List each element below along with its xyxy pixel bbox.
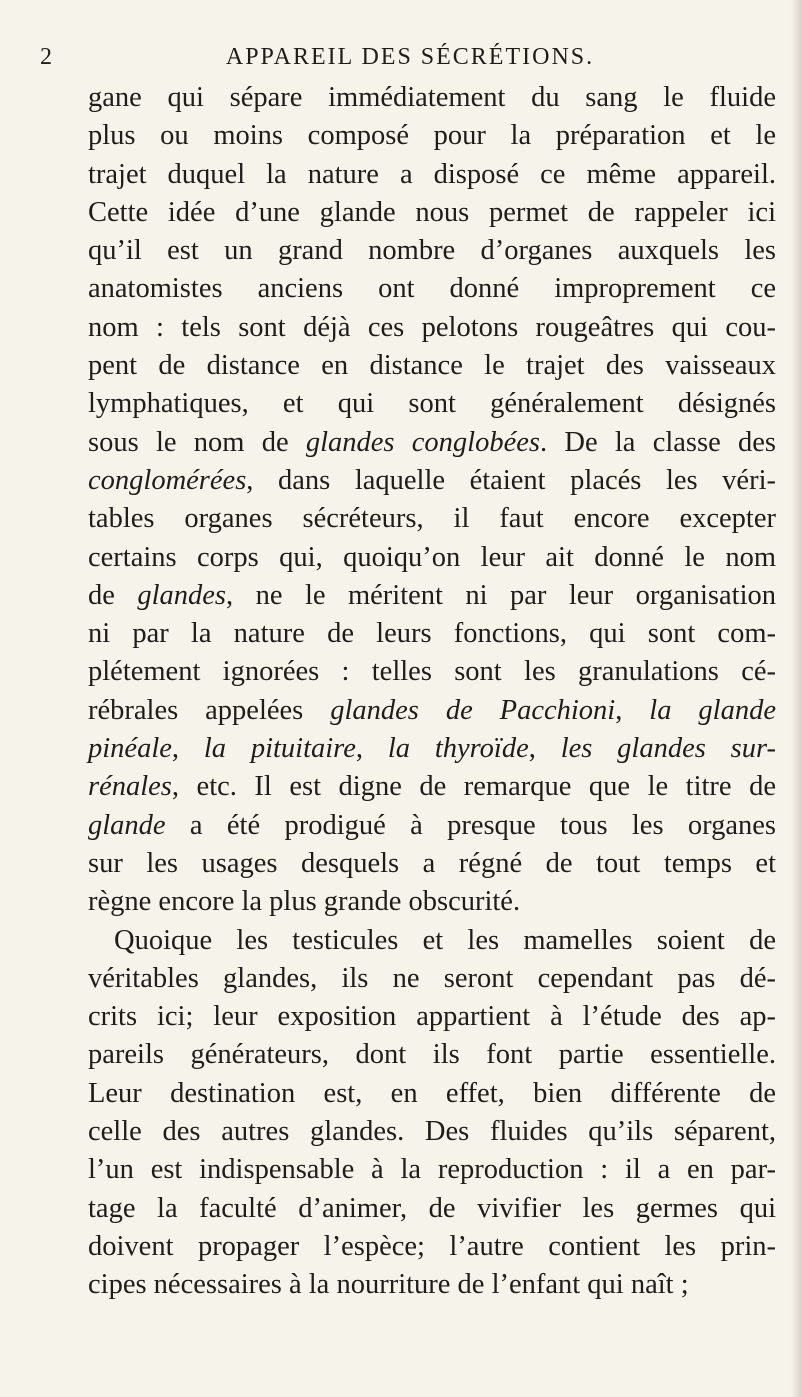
text-line (88, 998, 776, 1036)
text-line (88, 117, 776, 155)
text-run: plus ou moins composé pour la préparation et le (88, 120, 776, 152)
text-line (88, 807, 776, 845)
text-line (88, 270, 776, 308)
text-run: , dans laquelle étaient placés les véri- (246, 464, 776, 496)
text-run: , ne le méritent ni par leur organisation (226, 579, 776, 611)
text-line (88, 79, 776, 117)
text-run: , (355, 733, 388, 765)
text-line (88, 500, 776, 538)
text-run: lymphatiques, et qui sont généralement désignés (88, 388, 776, 420)
text-line (88, 692, 776, 730)
text-run: tables organes sécréteurs, il faut encore excepter (88, 503, 776, 535)
text-line (88, 462, 776, 500)
text-run: véritables glandes, ils ne seront cependant pas dé- (88, 962, 776, 994)
text-run: Cette idée d’une glande nous permet de rappeler ici (88, 196, 776, 228)
text-run: , (528, 733, 561, 765)
text-run: anatomistes anciens ont donné improprement ce (88, 273, 776, 305)
italic-text: la pituitaire (203, 733, 356, 765)
text-run: gane qui sépare immédiatement du sang le fluide (88, 82, 776, 113)
text-run: cipes nécessaires à la nourriture de l’enfant qui naît ; (88, 1269, 689, 1301)
text-line (88, 232, 776, 270)
text-line (88, 922, 776, 960)
text-line (88, 730, 776, 768)
text-run: , (171, 733, 204, 765)
text-line (88, 1075, 776, 1113)
text-run: de (88, 579, 138, 611)
text-run: doivent propager l’espèce; l’autre contient les prin- (88, 1230, 776, 1262)
text-line (88, 845, 776, 883)
text-run: Quoique les testicules et les mamelles soient de (114, 924, 776, 956)
text-run: règne encore la plus grande obscurité. (88, 886, 521, 918)
text-run: qu’il est un grand nombre d’organes auxquels les (88, 235, 776, 267)
text-line (88, 1036, 776, 1074)
text-line (88, 194, 776, 232)
text-line (88, 347, 776, 385)
text-line (88, 768, 776, 806)
text-line (88, 385, 776, 423)
italic-text: glandes (137, 579, 227, 611)
text-run: sur les usages desquels a régné de tout temps et (88, 847, 776, 879)
text-run: . De la classe des (540, 426, 776, 458)
body-text (88, 79, 776, 1305)
text-line (88, 1266, 776, 1304)
italic-text: glandes de Pacchioni (330, 694, 616, 726)
text-run: rébrales appelées (88, 694, 331, 726)
italic-text: conglomérées (88, 464, 247, 496)
text-line (88, 156, 776, 194)
text-line (88, 653, 776, 691)
text-run: crits ici; leur exposition appartient à l’étude des ap- (88, 1001, 776, 1033)
italic-text: glandes conglobées (305, 426, 540, 458)
running-head: APPAREIL DES SÉCRÉTIONS. (225, 44, 595, 70)
text-run: sous le nom de (88, 426, 306, 458)
page-header (40, 44, 780, 80)
italic-text: rénales (88, 771, 172, 803)
text-line (88, 883, 776, 921)
text-run: nom : tels sont déjà ces pelotons rougeâtres qui cou- (88, 311, 776, 343)
text-run: celle des autres glandes. Des fluides qu’ils séparent, (88, 1116, 776, 1148)
text-line (88, 309, 776, 347)
text-line (88, 1113, 776, 1151)
text-run: certains corps qui, quoiqu’on leur ait donné le nom (88, 541, 776, 573)
text-run: a été prodigué à presque tous les organes (165, 809, 776, 841)
text-run: trajet duquel la nature a disposé ce même appareil. (88, 158, 776, 190)
italic-text: glande (88, 809, 166, 841)
italic-text: les glandes sur- (560, 733, 777, 765)
text-run: pareils générateurs, dont ils font partie essentielle. (88, 1039, 776, 1071)
text-run: ni par la nature de leurs fonctions, qui sont com- (88, 618, 776, 650)
italic-text: la glande (649, 694, 776, 726)
italic-text: pinéale (88, 733, 172, 765)
italic-text: la thyroïde (387, 733, 529, 765)
text-run: plétement ignorées : telles sont les granulations cé- (88, 656, 776, 688)
text-line (88, 1228, 776, 1266)
text-run: Leur destination est, en effet, bien différente de (88, 1077, 776, 1109)
text-line (88, 1151, 776, 1189)
text-line (88, 577, 776, 615)
text-line (88, 615, 776, 653)
page-number: 2 (40, 44, 53, 70)
text-line (88, 539, 776, 577)
page-edge (791, 0, 801, 1397)
text-line (88, 424, 776, 462)
text-run: , etc. Il est digne de remarque que le titre de (171, 771, 776, 803)
text-line (88, 960, 776, 998)
text-run: pent de distance en distance le trajet des vaisseaux (88, 350, 776, 382)
text-run: l’un est indispensable à la reproduction : il a en par- (88, 1154, 776, 1186)
text-run: , (615, 694, 650, 726)
text-run: tage la faculté d’animer, de vivifier les germes qui (88, 1192, 776, 1224)
text-line (88, 1190, 776, 1228)
